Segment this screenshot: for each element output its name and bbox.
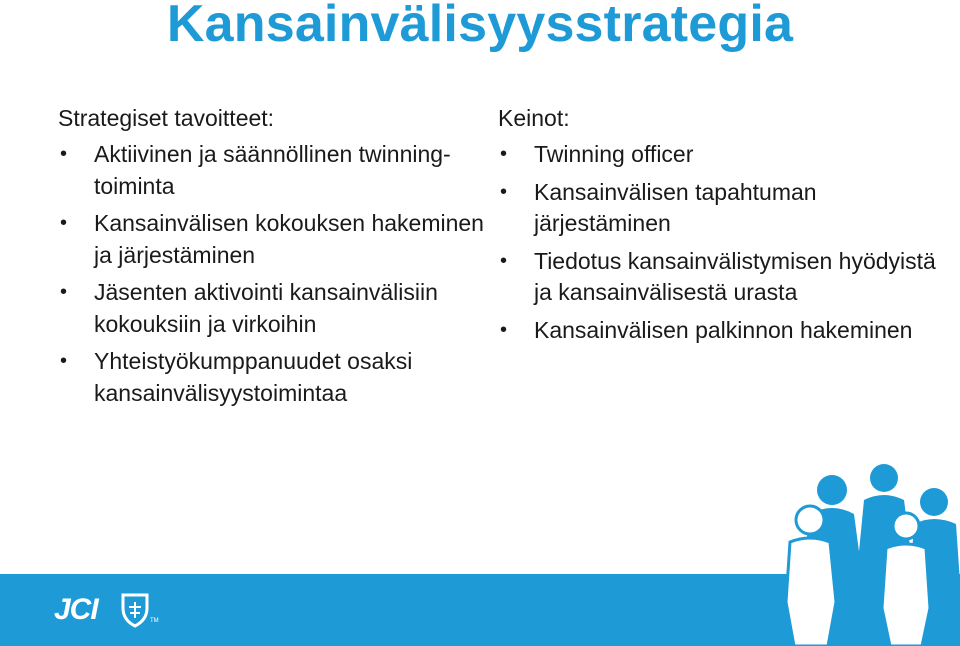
list-item-text: Jäsenten aktivointi kansainvälisiin kokouksiin ja virkoihin — [94, 279, 438, 337]
list-item-text: Tiedotus kansainvälistymisen hyödyistä ja kansainvälisestä urasta — [534, 247, 936, 305]
left-column — [58, 104, 488, 415]
bullet-dot-icon: • — [500, 143, 508, 165]
bullet-dot-icon: • — [500, 249, 508, 272]
bullet-dot-icon: • — [60, 212, 68, 234]
jci-logo-text: JCI — [54, 593, 98, 626]
list-item-text: Kansainvälisen kokouksen hakeminen ja järjestäminen — [94, 210, 484, 268]
trademark-mark: TM — [150, 618, 159, 624]
slide-title: Kansainvälisyysstrategia — [166, 0, 794, 53]
bullet-dot-icon: • — [60, 143, 68, 165]
bullet-dot-icon: • — [60, 281, 68, 303]
left-heading: Strategiset tavoitteet: — [58, 105, 275, 131]
list-item-text: Kansainvälisen tapahtuman järjestäminen — [534, 178, 817, 236]
right-heading: Keinot: — [498, 105, 570, 131]
left-bullet-list — [58, 139, 488, 409]
people-silhouette-icon — [780, 462, 960, 646]
right-column — [498, 104, 938, 352]
list-item-text: Yhteistyökumppanuudet osaksi kansainvälisyystoimintaa — [94, 348, 413, 406]
bullet-dot-icon: • — [60, 350, 68, 372]
list-item — [58, 208, 488, 271]
jci-shield-icon — [120, 592, 150, 628]
list-item — [498, 246, 938, 309]
list-item-text: Kansainvälisen palkinnon hakeminen — [534, 316, 913, 343]
list-item — [58, 139, 488, 202]
list-item-text: Twinning officer — [534, 141, 694, 167]
list-item — [498, 139, 938, 171]
bullet-dot-icon: • — [500, 180, 508, 203]
list-item — [498, 177, 938, 240]
right-bullet-list — [498, 139, 938, 346]
list-item — [498, 315, 938, 347]
list-item — [58, 346, 488, 409]
bullet-dot-icon: • — [500, 318, 508, 341]
list-item-text: Aktiivinen ja säännöllinen twinning-toiminta — [94, 141, 451, 199]
list-item — [58, 277, 488, 340]
